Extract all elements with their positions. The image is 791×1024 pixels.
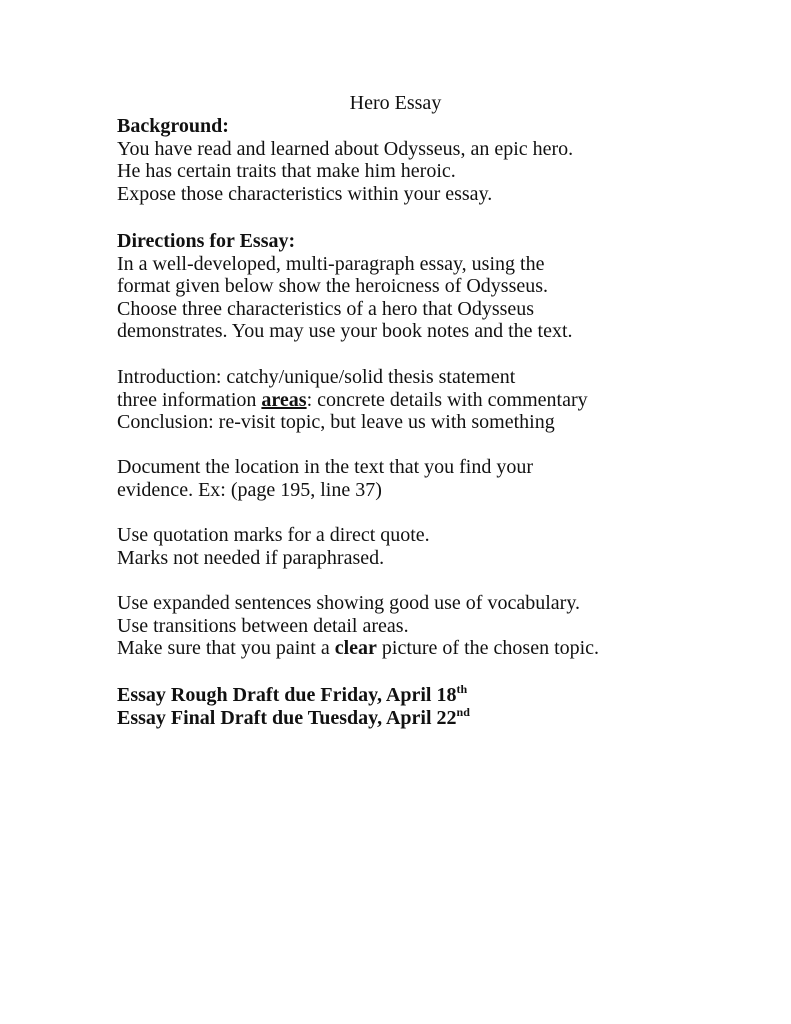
citation-line-1: Document the location in the text that you find your <box>117 456 534 478</box>
background-line-1: You have read and learned about Odysseus, an epic hero. <box>117 137 574 160</box>
quotes-line-2: Marks not needed if paraphrased. <box>117 546 385 569</box>
background-section <box>117 115 573 205</box>
directions-section <box>117 230 573 343</box>
clear-emphasis: clear <box>334 637 377 660</box>
final-draft-ordinal: nd <box>456 704 470 719</box>
conclusion-line: Conclusion: re-visit topic, but leave us with something <box>117 411 555 434</box>
body-line-prefix: three information <box>117 388 262 411</box>
areas-emphasis: areas <box>261 388 307 411</box>
style-line-3 <box>117 637 599 660</box>
directions-line-4: demonstrates. You may use your book notes and the text. <box>117 320 573 343</box>
citation-section <box>117 456 533 501</box>
introduction-line: Introduction: catchy/unique/solid thesis statement <box>117 366 516 388</box>
structure-section <box>117 366 588 434</box>
style-line-1: Use expanded sentences showing good use of vocabulary. <box>117 592 581 614</box>
background-heading: Background: <box>117 115 229 137</box>
quotes-line-1: Use quotation marks for a direct quote. <box>117 524 430 546</box>
citation-line-2: evidence. Ex: (page 195, line 37) <box>117 478 382 501</box>
rough-draft-text: Essay Rough Draft due Friday, April 18 <box>117 684 457 706</box>
final-draft-text: Essay Final Draft due Tuesday, April 22 <box>117 706 457 729</box>
body-line-suffix: : concrete details with commentary <box>306 388 588 411</box>
rough-draft-ordinal: th <box>456 682 468 696</box>
body-line <box>117 389 588 412</box>
style-line-2: Use transitions between detail areas. <box>117 614 409 637</box>
final-draft-due <box>117 704 470 730</box>
style-section <box>117 592 599 660</box>
style-line-3-suffix: picture of the chosen topic. <box>376 637 600 660</box>
directions-line-2: format given below show the heroicness of Odysseus. <box>117 275 549 298</box>
due-dates-section <box>117 684 470 729</box>
background-line-2: He has certain traits that make him heroic. <box>117 160 456 183</box>
rough-draft-due <box>117 684 470 707</box>
quotes-section <box>117 524 430 569</box>
directions-heading: Directions for Essay: <box>117 230 296 252</box>
document-title: Hero Essay <box>349 92 442 114</box>
background-line-3: Expose those characteristics within your essay. <box>117 182 493 205</box>
directions-line-3: Choose three characteristics of a hero that Odysseus <box>117 297 535 320</box>
style-line-3-prefix: Make sure that you paint a <box>117 637 335 660</box>
directions-line-1: In a well-developed, multi-paragraph essay, using the <box>117 252 545 275</box>
